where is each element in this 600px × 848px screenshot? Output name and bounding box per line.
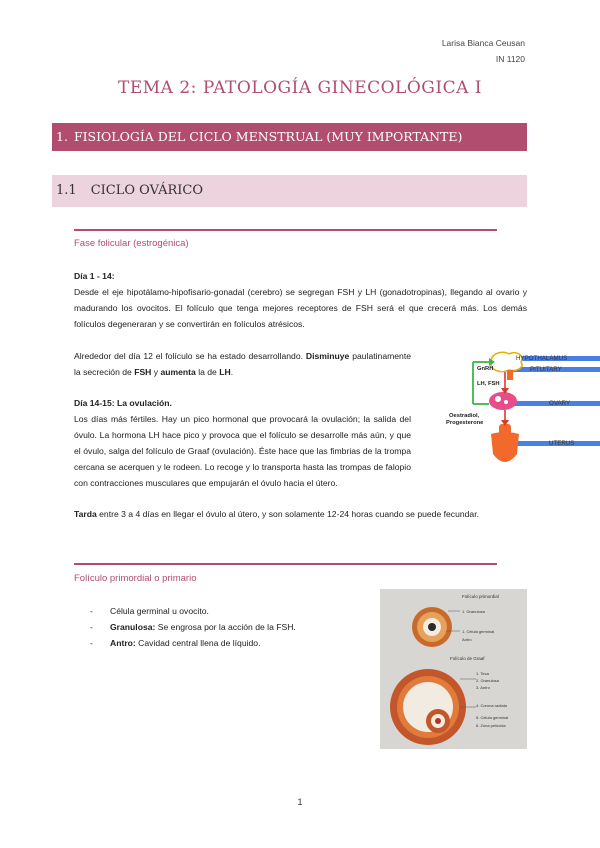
document-code: IN 1120 xyxy=(495,54,525,64)
day-1-14-block xyxy=(74,268,527,332)
uterus-icon xyxy=(491,432,519,462)
label-progesterone: Progesterone xyxy=(446,420,484,426)
fase-folicular-heading: Fase folicular (estrogénica) xyxy=(74,238,189,249)
label-gnrh: GnRH xyxy=(477,366,494,372)
section-1-number: 1. xyxy=(56,129,68,144)
day-1-14-text: Desde el eje hipotálamo-hipofisario-gonadal (cerebro) se segregan FSH y LH (gonadotropinas), llegando al ovario y madurando los ovocitos. El folículo que tenga mejores receptores de FSH será el que crecerá más. Los demás folículos degeneraran y se convertirán en folículos atrésicos. xyxy=(74,287,527,329)
label-hypothalamus: HYPOTHALAMUS xyxy=(516,355,568,362)
label-p3: Antro xyxy=(462,637,472,642)
tarda-text: entre 3 a 4 días en llegar el óvulo al útero, y son solamente 12-24 horas cuando se puede fecundar. xyxy=(96,509,479,519)
section-1-heading xyxy=(52,123,527,151)
list-item xyxy=(90,603,370,619)
day-12-lh: LH xyxy=(219,367,231,377)
hormonal-axis-diagram xyxy=(413,350,600,475)
label-pituitary: PITUITARY xyxy=(530,366,562,373)
pituitary-icon xyxy=(507,370,513,380)
divider-rule xyxy=(74,563,497,565)
section-1-1-number: 1.1 xyxy=(56,183,77,198)
label-lh-fsh: LH, FSH xyxy=(477,381,500,387)
list-item-bold: Granulosa: xyxy=(110,622,156,632)
day-12-text-g: la de xyxy=(195,367,220,377)
day-12-fsh: FSH xyxy=(134,367,152,377)
label-g1: 1. Teca xyxy=(476,671,489,676)
ovulation-label: Día 14-15: La ovulación. xyxy=(74,398,172,408)
label-ovary: OVARY xyxy=(549,400,571,407)
label-graaf: Folículo de Graaf xyxy=(450,656,485,661)
day-12-paragraph xyxy=(74,348,411,380)
divider-rule xyxy=(74,229,497,231)
list-item-text: Célula germinal u ovocito. xyxy=(110,606,209,616)
list-item xyxy=(90,635,370,651)
ovulation-block xyxy=(74,395,411,491)
ovulation-text: Los días más fértiles. Hay un pico hormonal que provocará la ovulación; la salida del óvulo. La hormona LH hace pico y provoca que el folículo se desarrolle más aún, y que el óvulo, salga del folículo de Graaf (ovulación). Éste hace que las fimbrias de la trompa cercana se acerquen y le rodeen. Lo recoge y lo transporta hasta las trompas de falopio con contracciones musculares que empujarán el óvulo hacia el útero. xyxy=(74,414,411,488)
label-estradiol: Oestradiol, xyxy=(449,413,480,419)
nucleus-icon xyxy=(435,718,441,724)
label-primordial: Folículo primordial xyxy=(462,594,499,599)
day-12-disminuye: Disminuye xyxy=(305,351,350,361)
author-name: Larisa Bianca Ceusan xyxy=(441,38,525,48)
label-g6: 6. Zona pelúcida xyxy=(476,723,506,728)
section-1-1-text: CICLO OVÁRICO xyxy=(90,183,203,198)
section-1-text: FISIOLOGÍA DEL CICLO MENSTRUAL (MUY IMPORTANTE) xyxy=(73,129,463,144)
day-12-aumenta: aumenta xyxy=(160,367,196,377)
day-1-14-label: Día 1 - 14: xyxy=(74,271,115,281)
section-1-1-heading xyxy=(52,175,527,207)
label-uterus: UTERUS xyxy=(549,440,575,447)
label-g3: 3. Antro xyxy=(476,685,490,690)
label-p2: 1. Célula germinal xyxy=(462,629,495,634)
foliculo-list xyxy=(90,603,370,651)
page-number: 1 xyxy=(297,797,303,807)
list-item-bold: Antro: xyxy=(110,638,136,648)
ovary-follicle-icon xyxy=(504,400,508,404)
ovary-follicle-icon xyxy=(495,396,501,402)
day-12-text-c: paulatinamente la secreción de xyxy=(74,351,411,377)
label-p1: 1. Granulosa xyxy=(462,609,485,614)
list-item-text: Cavidad central llena de líquido. xyxy=(135,638,261,648)
label-g2: 2. Granulosa xyxy=(476,678,499,683)
day-12-text-a: Alrededor del día 12 el folículo se ha estado desarrollando. xyxy=(74,351,306,361)
list-item xyxy=(90,619,370,635)
day-12-text-e: y xyxy=(151,367,161,377)
follicle-photo xyxy=(380,589,527,749)
label-g4: 4. Corona radiata xyxy=(476,703,507,708)
list-item-text: Se engrosa por la acción de la FSH. xyxy=(155,622,296,632)
foliculo-heading: Folículo primordial o primario xyxy=(74,573,197,584)
day-12-text-i: . xyxy=(230,367,234,377)
ovary-icon xyxy=(489,392,517,410)
nucleus-icon xyxy=(428,623,436,631)
tarda-paragraph xyxy=(74,506,527,522)
page-title: TEMA 2: PATOLOGÍA GINECOLÓGICA I xyxy=(118,78,482,98)
tarda-bold: Tarda xyxy=(74,509,97,519)
label-g5: 5. Célula germinal xyxy=(476,715,509,720)
follicle-illustration xyxy=(380,589,527,749)
